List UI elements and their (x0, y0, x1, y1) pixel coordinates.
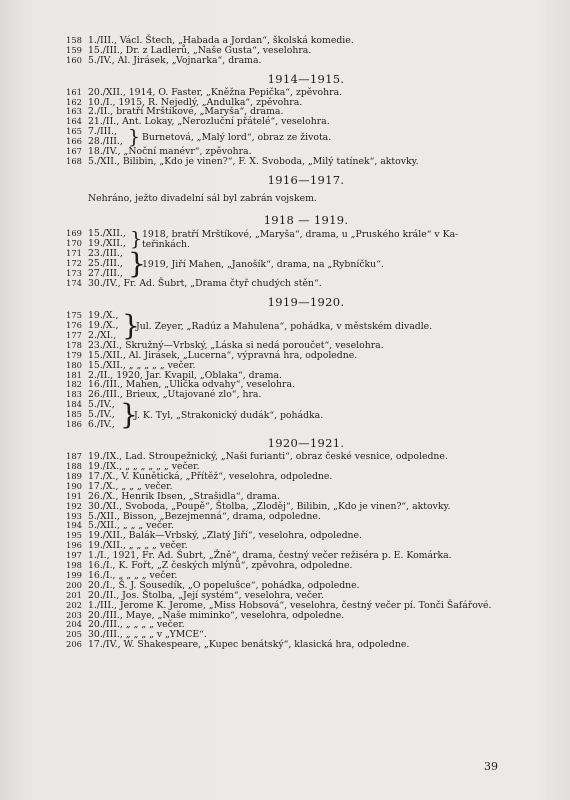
entry-date: 28./III., (88, 136, 123, 148)
entry-text: 17./X., „ „ „ večer. (88, 480, 173, 492)
entry-number: 167 (66, 146, 82, 157)
entry-number: 166 (66, 136, 82, 147)
entry-date: 15./XII., (88, 228, 126, 240)
entry-text: 1./III., Václ. Štech, „Habada a Jordan“, školská komedie. (88, 35, 354, 46)
brace-mark: } (122, 308, 140, 342)
entry-text: 23./XI., Skružný—Vrbský, „Láska si nedá poroučet“, veselohra. (88, 339, 384, 351)
entry-number: 179 (66, 349, 82, 360)
entry-text: 1918, bratří Mrštíkové, „Maryša“, drama, u „Pruského krále“ v Ka- (142, 229, 459, 241)
entry-text: 30./III., „ „ „ „ v „YMCE“. (88, 629, 207, 641)
entry-text: 10./I., 1915, R. Nejedlý, „Andulka“, zpěvohra. (88, 96, 303, 108)
season-heading: 1914—1915. (267, 71, 345, 86)
repertoire-list (56, 36, 556, 650)
entry-number: 181 (66, 369, 82, 380)
entry-number: 172 (66, 257, 82, 268)
entry-number: 171 (66, 248, 82, 259)
entry-number: 206 (66, 639, 82, 650)
entry-text: J. K. Tyl, „Strakonický dudák“, pohádka. (134, 410, 324, 422)
entry-number: 188 (66, 461, 82, 472)
season-heading: 1920—1921. (267, 436, 345, 451)
entry-number: 161 (66, 86, 82, 97)
entry-number: 189 (66, 471, 82, 482)
entry-text: Jul. Zeyer, „Radúz a Mahulena“, pohádka, v městském divadle. (136, 320, 433, 332)
entry-number: 186 (66, 419, 82, 430)
entry-number: 192 (66, 500, 82, 511)
season-heading: 1919—1920. (267, 294, 345, 309)
entry-text: 20./III., Maye, „Naše miminko“, veselohra, odpoledne. (88, 609, 345, 621)
grouped-entry (56, 400, 556, 430)
entry-row (56, 56, 556, 66)
entry-text: 21./II., Ant. Lokay, „Nerozluční přátelé“, veselohra. (88, 116, 330, 128)
entry-date: 6./IV., (88, 419, 115, 431)
entry-row (56, 640, 556, 650)
entry-text: 17./IV., W. Shakespeare, „Kupec benátský“, klasická hra, odpoledne. (88, 639, 410, 651)
entry-text: 19./XII., „ „ „ „ večer. (88, 540, 188, 552)
entry-text: 5./XII., Bilibin, „Kdo je vinen?“, F. X. Svoboda, „Milý tatínek“, aktovky. (88, 156, 419, 168)
entry-number: 183 (66, 389, 82, 400)
entry-number: 180 (66, 359, 82, 370)
entry-number: 191 (66, 490, 82, 501)
entry-date: 25./III., (88, 257, 123, 269)
entry-number: 187 (66, 451, 82, 462)
entry-date: 2./XI., (88, 329, 117, 341)
entry-date: 27./III., (88, 267, 123, 279)
entry-text: 16./I., K. Fořt, „Z českých mlýnů“, zpěvohra, odpoledne. (88, 560, 353, 572)
entry-number: 202 (66, 599, 82, 610)
entry-date: 23./III., (88, 248, 123, 260)
entry-text: 1919, Jiří Mahen, „Janošík“, drama, na „Rybníčku“. (142, 259, 384, 271)
entry-number: 162 (66, 96, 82, 107)
entry-number: 196 (66, 540, 82, 551)
brace-mark: } (120, 398, 138, 432)
season-heading: 1918 — 1919. (263, 213, 349, 228)
entry-number: 163 (66, 106, 82, 117)
entry-text-continued: teřinkách. (142, 239, 190, 251)
entry-number: 204 (66, 619, 82, 630)
entry-row (56, 157, 556, 167)
entry-number: 176 (66, 319, 82, 330)
entry-number: 190 (66, 480, 82, 491)
entry-text: 5./XII., „ „ „ večer. (88, 520, 174, 532)
season-heading: 1916—1917. (267, 173, 345, 188)
entry-number: 200 (66, 579, 82, 590)
entry-text: 26./III., Brieux, „Utajované zlo“, hra. (88, 389, 262, 401)
entry-number: 160 (66, 54, 82, 65)
entry-text: 19./XII., Balák—Vrbský, „Zlatý Jiří“, veselohra, odpoledne. (88, 530, 362, 542)
entry-number: 165 (66, 126, 82, 137)
grouped-entry (56, 229, 556, 249)
entry-number: 195 (66, 530, 82, 541)
entry-number: 178 (66, 339, 82, 350)
entry-text: 20./I., Š. J. Sousedík, „O popelušce“, pohádka, odpoledne. (88, 579, 360, 591)
entry-text: 19./IX., Lad. Stroupežnický, „Naši furianti“, obraz české vesnice, odpoledne. (88, 451, 448, 463)
entry-number: 158 (66, 35, 82, 45)
entry-text: 26./X., Henrik Ibsen, „Strašidla“, drama. (88, 490, 280, 502)
entry-number: 170 (66, 237, 82, 248)
entry-text: 20./XII., 1914, O. Faster, „Kněžna Pepička“, zpěvohra. (88, 86, 343, 98)
entry-date: 19./XII., (88, 237, 126, 249)
entry-number: 197 (66, 550, 82, 561)
season-note: Nehráno, ježto divadelní sál byl zabrán vojskem. (88, 193, 317, 205)
entry-number: 203 (66, 609, 82, 620)
entry-text: 16./I., „ „ „ „ večer. (88, 569, 178, 581)
entry-number: 184 (66, 399, 82, 410)
entry-number: 194 (66, 520, 82, 531)
brace-mark: } (130, 228, 143, 251)
entry-date: 19./X., (88, 319, 119, 331)
entry-text: 5./XII., Bisson, „Bezejmenná“, drama, odpoledne. (88, 510, 321, 522)
entry-date: 5./IV., (88, 409, 115, 421)
entry-text: 2./II., bratří Mrštíkové, „Maryša“, drama. (88, 106, 284, 118)
entry-number: 174 (66, 278, 82, 289)
entry-text: 20./II., Jos. Štolba, „Její systém“, veselohra, večer. (88, 589, 324, 601)
grouped-entry (56, 308, 556, 342)
entry-text: 17./X., V. Kunětická, „Přítěž“, veselohra, odpoledne. (88, 471, 333, 483)
brace-mark: } (128, 126, 141, 149)
entry-text: 18./IV., „Noční manévr“, zpěvohra. (88, 146, 252, 158)
entry-number: 164 (66, 116, 82, 127)
page-number: 39 (484, 760, 498, 773)
entry-text: 16./III., Mahen, „Ulička odvahy“, veselohra. (88, 379, 295, 391)
entry-text: 19./IX., „ „ „ „ „ „ večer. (88, 461, 200, 473)
entry-text: 1./III., Jerome K. Jerome, „Miss Hobsová“, veselohra, čestný večer pí. Tonči Šafářové. (88, 599, 492, 611)
entry-number: 199 (66, 569, 82, 580)
entry-number: 177 (66, 329, 82, 340)
grouped-entry (56, 127, 556, 147)
entry-text: 2./II., 1920, Jar. Kvapil, „Oblaka“, drama. (88, 369, 282, 381)
entry-date: 5./IV., (88, 399, 115, 411)
entry-text: 30./IV., Fr. Ad. Šubrt, „Drama čtyř chudých stěn“. (88, 278, 322, 290)
entry-date: 19./X., (88, 309, 119, 321)
entry-number: 185 (66, 409, 82, 420)
entry-text: 1./I., 1921, Fr. Ad. Šubrt, „Žně“, drama, čestný večer režiséra p. E. Komárka. (88, 550, 452, 562)
entry-date: 7./III., (88, 126, 117, 138)
entry-row (56, 279, 556, 289)
entry-number: 205 (66, 629, 82, 640)
entry-text: 15./III., Dr. z Ladlerů, „Naše Gusta“, veselohra. (88, 44, 312, 56)
entry-number: 175 (66, 309, 82, 320)
entry-number: 198 (66, 560, 82, 571)
entry-text: Burnetová, „Malý lord“, obraz ze života. (142, 132, 332, 144)
entry-number: 182 (66, 379, 82, 390)
entry-number: 169 (66, 228, 82, 239)
brace-mark: } (128, 247, 146, 281)
entry-text: 5./IV., Al. Jirásek, „Vojnarka“, drama. (88, 54, 262, 66)
entry-text: 15./XII., „ „ „ „ „ večer. (88, 359, 196, 371)
entry-text: 15./XII., Al. Jirásek, „Lucerna“, výpravná hra, odpoledne. (88, 349, 358, 361)
entry-text: 30./XI., Svoboda, „Poupě“, Štolba, „Zloděj“, Bilibin, „Kdo je vinen?“, aktovky. (88, 500, 451, 512)
entry-number: 201 (66, 589, 82, 600)
entry-number: 168 (66, 156, 82, 167)
entry-number: 173 (66, 267, 82, 278)
entry-number: 193 (66, 510, 82, 521)
entry-number: 159 (66, 44, 82, 55)
grouped-entry (56, 249, 556, 279)
entry-text: 20./III., „ „ „ „ večer. (88, 619, 185, 631)
